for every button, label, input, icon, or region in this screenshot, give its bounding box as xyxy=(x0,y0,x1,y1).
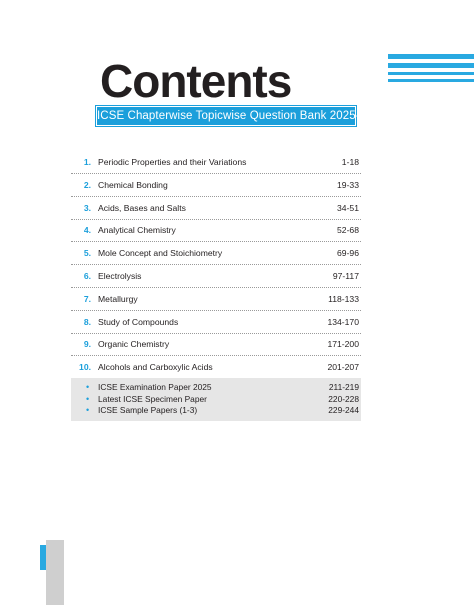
toc-entry[interactable] xyxy=(71,243,361,265)
paper-title: ICSE Examination Paper 2025 xyxy=(98,382,212,392)
chapter-title: Organic Chemistry xyxy=(98,339,170,350)
paper-pages: 211-219 xyxy=(328,382,359,392)
stripe xyxy=(388,72,474,75)
stripe xyxy=(388,79,474,82)
chapter-pages: 118-133 xyxy=(328,293,359,304)
toc-entry[interactable] xyxy=(71,266,361,288)
page-edge-accent xyxy=(40,545,46,570)
bullet-icon: • xyxy=(86,393,90,404)
page-edge-tab xyxy=(46,540,64,605)
chapter-title: Study of Compounds xyxy=(98,316,179,327)
decorative-stripes xyxy=(388,54,474,86)
chapter-pages: 19-33 xyxy=(337,179,359,190)
toc-entry[interactable] xyxy=(71,152,361,174)
chapter-title: Acids, Bases and Salts xyxy=(98,202,186,213)
stripe xyxy=(388,63,474,68)
chapter-title: Metallurgy xyxy=(98,293,138,304)
toc-entry[interactable] xyxy=(71,198,361,220)
toc-entry[interactable] xyxy=(71,357,361,379)
chapter-number: 4. xyxy=(83,225,91,236)
chapter-number: 7. xyxy=(83,293,91,304)
toc-entry[interactable] xyxy=(71,220,361,242)
toc-entry[interactable] xyxy=(71,289,361,311)
page-title: Contents xyxy=(100,55,292,107)
paper-pages: 229-244 xyxy=(328,405,359,415)
chapter-title: Chemical Bonding xyxy=(98,179,168,190)
papers-section xyxy=(71,378,361,421)
stripe xyxy=(388,54,474,59)
paper-pages: 220-228 xyxy=(328,393,359,404)
chapter-pages: 1-18 xyxy=(341,157,359,167)
chapter-number: 9. xyxy=(83,339,91,350)
chapter-pages: 171-200 xyxy=(327,339,359,350)
chapter-number: 1. xyxy=(83,157,91,167)
chapter-title: Electrolysis xyxy=(98,270,142,281)
toc-entry[interactable] xyxy=(71,334,361,356)
chapter-title: Alcohols and Carboxylic Acids xyxy=(98,362,213,373)
chapter-pages: 34-51 xyxy=(337,202,359,213)
bullet-icon: • xyxy=(86,382,90,392)
paper-title: Latest ICSE Specimen Paper xyxy=(98,393,207,404)
paper-entry[interactable] xyxy=(71,394,361,406)
chapter-pages: 134-170 xyxy=(327,316,359,327)
chapter-pages: 69-96 xyxy=(337,248,359,259)
table-of-contents xyxy=(71,152,361,380)
toc-entry[interactable] xyxy=(71,312,361,334)
chapter-number: 3. xyxy=(83,202,91,213)
chapter-number: 5. xyxy=(83,248,91,259)
chapter-number: 8. xyxy=(83,316,91,327)
chapter-number: 6. xyxy=(83,270,91,281)
chapter-number: 2. xyxy=(83,179,91,190)
chapter-pages: 97-117 xyxy=(332,270,359,281)
chapter-title: Mole Concept and Stoichiometry xyxy=(98,248,223,259)
chapter-title: Analytical Chemistry xyxy=(98,225,176,236)
page-subtitle-banner: ICSE Chapterwise Topicwise Question Bank 2025-2001 xyxy=(97,107,355,125)
paper-title: ICSE Sample Papers (1-3) xyxy=(98,405,198,415)
chapter-number: 10. xyxy=(79,362,91,373)
toc-entry[interactable] xyxy=(71,175,361,197)
paper-entry[interactable] xyxy=(71,405,361,417)
chapter-pages: 52-68 xyxy=(337,225,359,236)
chapter-title: Periodic Properties and their Variations xyxy=(98,157,247,167)
chapter-pages: 201-207 xyxy=(327,362,359,373)
paper-entry[interactable] xyxy=(71,382,361,394)
bullet-icon: • xyxy=(86,405,90,415)
